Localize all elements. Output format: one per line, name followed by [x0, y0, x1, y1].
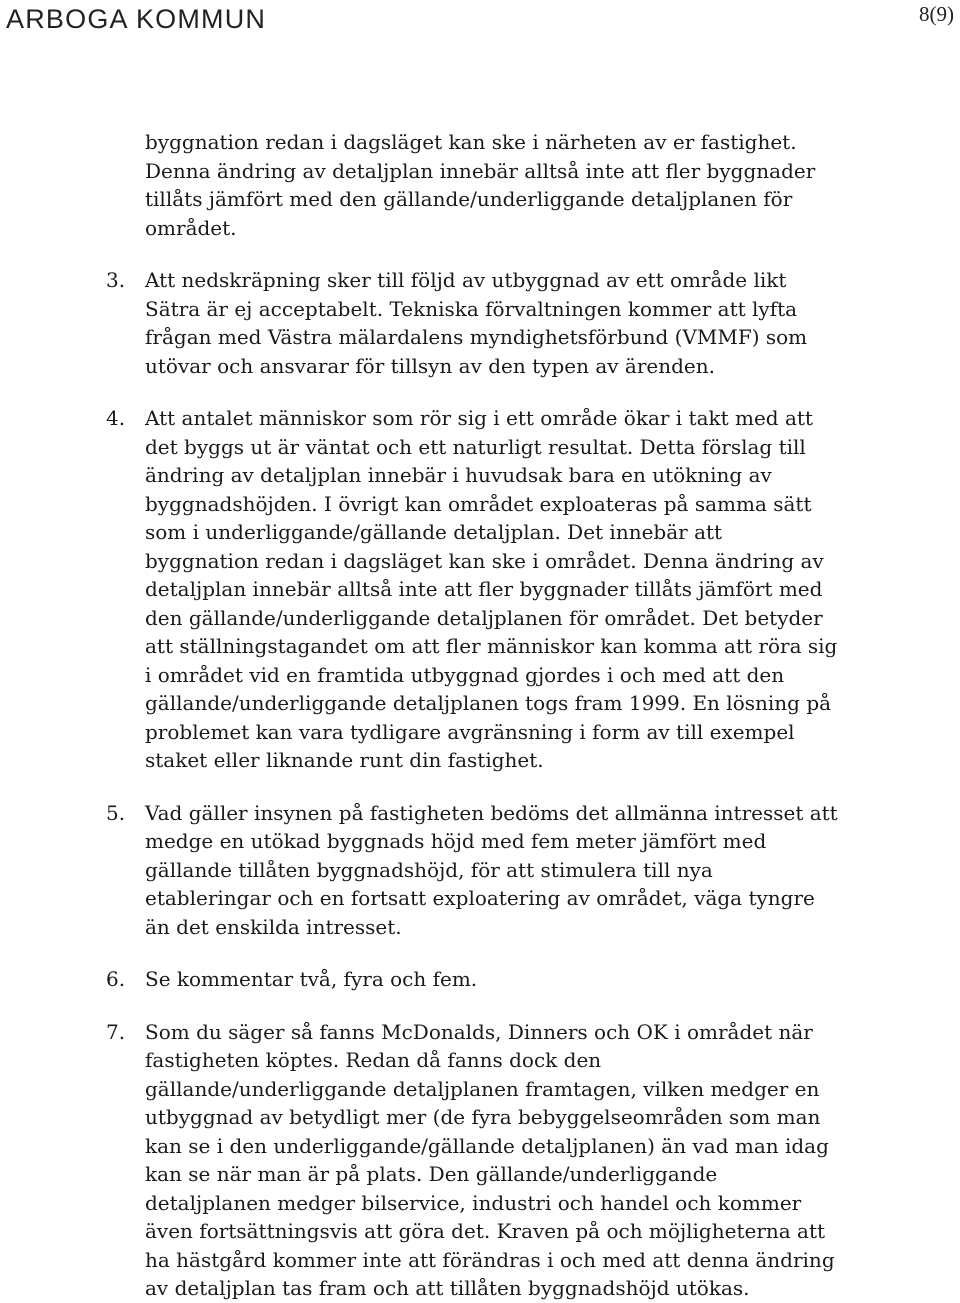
list-item-number: 6. [106, 967, 126, 991]
list-item-number: 4. [106, 406, 126, 430]
continuation-paragraph: byggnation redan i dagsläget kan ske i närheten av er fastighet. Denna ändring av detaljplan innebär alltså inte att fler byggnader tillåts jämfört med den gällande/underliggande detaljplanen för området. [145, 130, 816, 240]
list-item-text: Som du säger så fanns McDonalds, Dinners och OK i området när fastigheten köptes. Redan då fanns dock den gällande/underliggande detaljplanen framtagen, vilken medger en utbyggnad av betydligt mer (de fyra bebyggelseområden som man kan se i den underliggande/gällande detaljplanen) än vad man idag kan se när man är på plats. Den gällande/underliggande detaljplanen medger bilservice, industri och handel och kommer även fortsättningsvis att göra det. Kraven på och möjligheterna att ha hästgård kommer inte att förändras i och med att denna ändring av detaljplan tas fram och att tillåten byggnadshöjd utökas. [145, 1019, 835, 1300]
list-item-number: 7. [106, 1019, 126, 1044]
organization-logo: ARBOGA KOMMUN [6, 4, 267, 34]
page-number: 8(9) [919, 2, 954, 26]
list-item-4 [106, 404, 841, 775]
document-body [106, 128, 841, 1303]
list-item-text: Att antalet människor som rör sig i ett område ökar i takt med att det byggs ut är väntat och ett naturligt resultat. Detta förslag till ändring av detaljplan innebär i huvudsak bara en utökning av byggnadshöjden. I övrigt kan området exploateras på samma sätt som i underliggande/gällande detaljplan. Det innebär att byggnation redan i dagsläget kan ske i området. Denna ändring av detaljplan innebär alltså inte att fler byggnader tillåts jämfört med den gällande/underliggande detaljplanen för området. Det betyder att ställningstagandet om att fler människor kan komma att röra sig i området vid en framtida utbyggnad gjordes i och med att den gällande/underliggande detaljplanen togs fram 1999. En lösning på problemet kan vara tydligare avgränsning i form av till exempel staket eller liknande runt din fastighet. [145, 406, 838, 772]
list-item-text: Se kommentar två, fyra och fem. [145, 967, 478, 991]
list-item-7 [106, 1018, 841, 1303]
list-item-3 [106, 266, 841, 380]
list-item-6 [106, 965, 841, 994]
list-item-5 [106, 799, 841, 942]
list-item-text: Vad gäller insynen på fastigheten bedöms det allmänna intresset att medge en utökad byggnads höjd med fem meter jämfört med gällande tillåten byggnadshöjd, för att stimulera till nya etableringar och en fortsatt exploatering av området, väga tyngre än det enskilda intresset. [145, 800, 838, 939]
list-item-number: 3. [106, 268, 126, 292]
list-item-number: 5. [106, 800, 126, 825]
list-item-text: Att nedskräpning sker till följd av utbyggnad av ett område likt Sätra är ej acceptabelt. Tekniska förvaltningen kommer att lyfta frågan med Västra mälardalens myndighetsförbund (VMMF) som utövar och ansvarar för tillsyn av den typen av ärenden. [145, 268, 808, 378]
